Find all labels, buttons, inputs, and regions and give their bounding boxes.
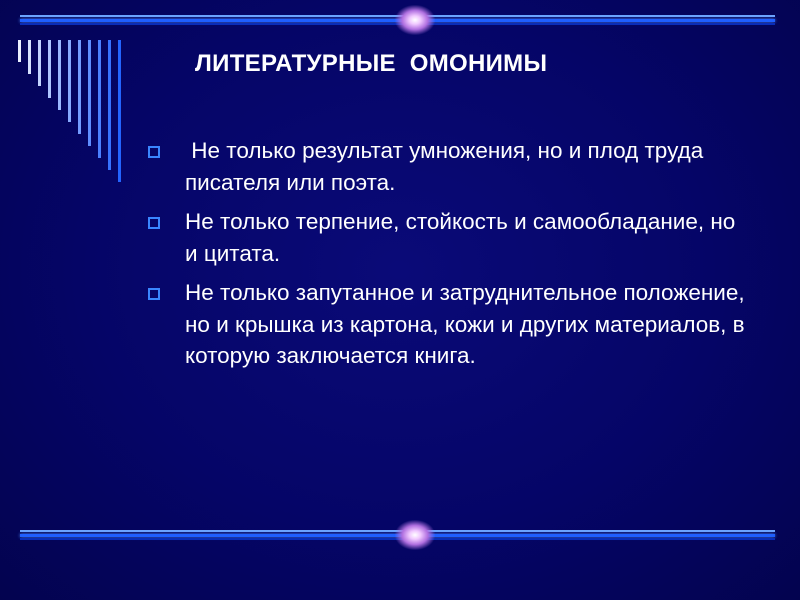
left-stripe [58, 40, 61, 110]
left-stripe [108, 40, 111, 170]
hollow-square-bullet-icon [148, 146, 160, 158]
hollow-square-bullet-icon [148, 217, 160, 229]
list-item-text: Не только результат умножения, но и плод труда писателя или поэта. [185, 138, 710, 195]
left-stripe [98, 40, 101, 158]
bottom-decorative-bar [20, 530, 775, 540]
left-stripe [38, 40, 41, 86]
left-stripe [88, 40, 91, 146]
left-stripe [118, 40, 121, 182]
bullet-list [148, 135, 751, 380]
hollow-square-bullet-icon [148, 288, 160, 300]
list-item-text: Не только терпение, стойкость и самообладание, но и цитата. [185, 209, 742, 266]
top-bar-glow [395, 5, 435, 35]
left-stripes-decoration [0, 0, 140, 170]
left-stripe [78, 40, 81, 134]
slide-title: ЛИТЕРАТУРНЫЕ ОМОНИМЫ [195, 50, 548, 77]
list-item [148, 206, 748, 269]
list-item [148, 135, 748, 198]
list-item [148, 277, 751, 372]
list-item-text: Не только запутанное и затруднительное положение, но и крышка из картона, кожи и других материалов, в которую заключается книга. [185, 280, 751, 368]
left-stripe [28, 40, 31, 74]
left-stripe [48, 40, 51, 98]
left-stripe [18, 40, 21, 62]
left-stripe [68, 40, 71, 122]
bottom-bar-glow [395, 520, 435, 550]
